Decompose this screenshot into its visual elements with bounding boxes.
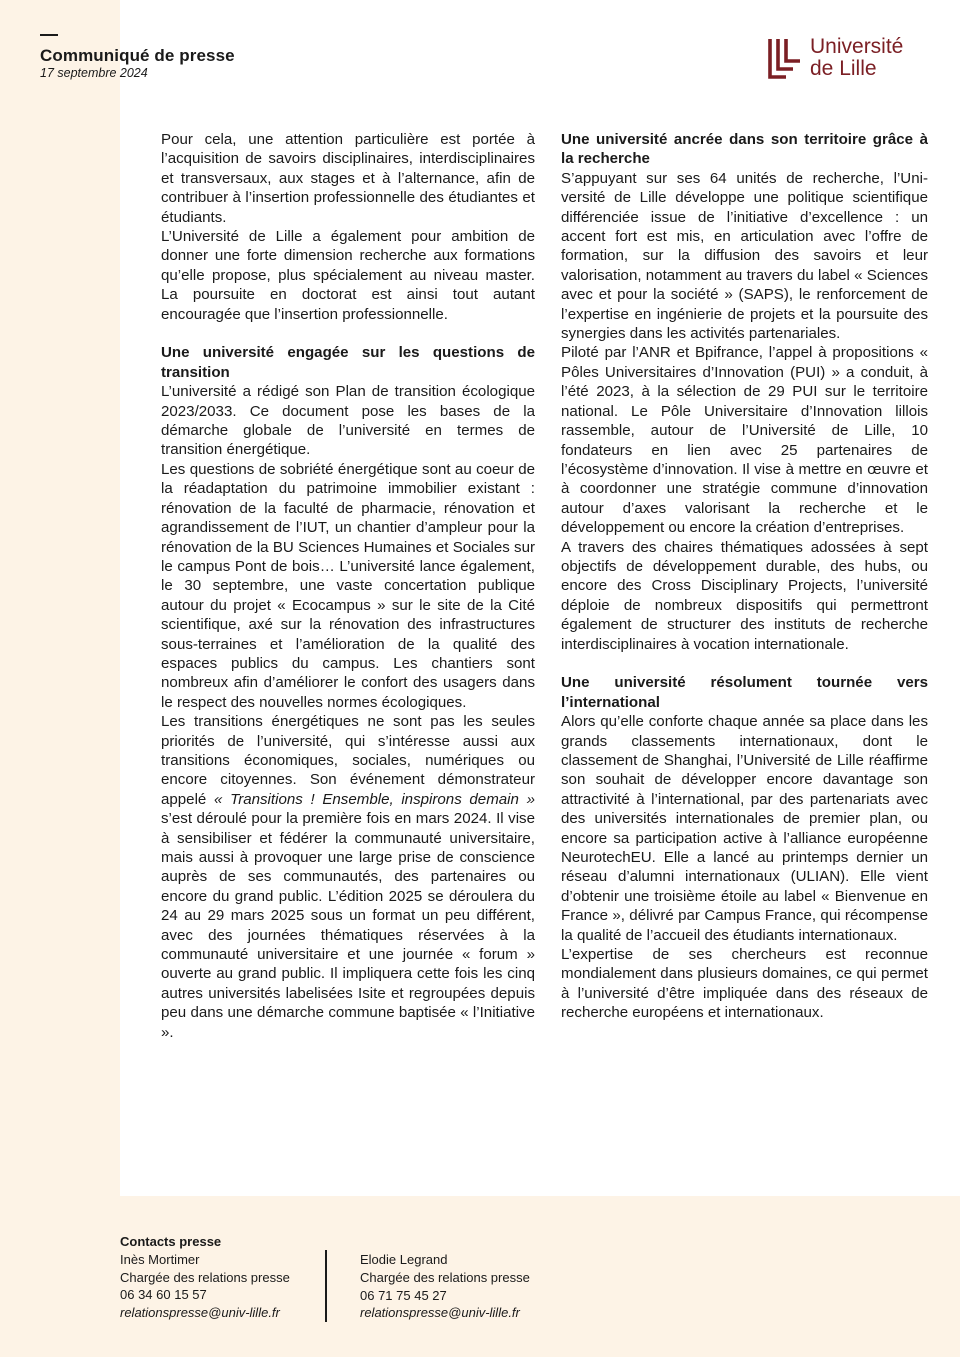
contact-name: Elodie Legrand bbox=[360, 1252, 448, 1267]
section-heading-research: Une université ancrée dans son territoire grâce à la recherche bbox=[561, 131, 928, 168]
paragraph: A travers des chaires thématiques adossées à sept objectifs de développement durable, des hubs, ou encore des Cross Disciplinary Projects, l’université déploie de nombreux dispositifs qui permettront également de structurer des instituts de recherche interdisciplinaires à vocation internationale. bbox=[561, 538, 928, 653]
section-heading-international: Une université résolument tournée vers l’international bbox=[561, 674, 928, 711]
document-type-title: Communiqué de presse bbox=[40, 46, 235, 65]
contact-phone: 06 34 60 15 57 bbox=[120, 1287, 207, 1303]
university-logo bbox=[766, 36, 903, 80]
left-column bbox=[161, 130, 535, 1042]
publication-date: 17 septembre 2024 bbox=[40, 66, 148, 80]
event-name: « Transitions ! Ensemble, inspirons demain » bbox=[214, 790, 535, 808]
paragraph: L’université a rédigé son Plan de transition écologique 2023/2033. Ce document pose les bases de la démarche globale de l’université en termes de transition énergétique. bbox=[161, 383, 535, 459]
paragraph: L’Université de Lille a également pour ambition de donner une forte dimension recherche aux formations qu’elle propose, plus spécialement au niveau master. La poursuite en doctorat est ainsi tout autant encouragée que l’insertion professionnelle. bbox=[161, 228, 535, 323]
university-logo-icon bbox=[766, 37, 802, 79]
header-dash bbox=[40, 34, 58, 36]
section-heading-transition: Une université engagée sur les questions de transition bbox=[161, 344, 535, 381]
paragraph: Pour cela, une attention particulière est portée à l’acquisition de savoirs disciplinaires, interdisciplinaires et transversaux, aux stages et à l’alternance, afin de contribuer à l’insertion professionnelle des étudiantes et étudiants. bbox=[161, 131, 535, 226]
contact-email-link[interactable]: relationspresse@univ-lille.fr bbox=[360, 1305, 520, 1321]
contacts-divider bbox=[325, 1250, 327, 1322]
right-column bbox=[561, 130, 928, 1023]
contact-phone: 06 71 75 45 27 bbox=[360, 1287, 447, 1303]
paragraph: S’appuyant sur ses 64 unités de recherche, l’Université de Lille développe une politique scientifique différenciée issue de l’initiative d’excellence : un accent fort est mis, en articulation avec l’offre de formation, sur la diffusion des savoirs et leur valorisation, notamment au travers du label « Sciences avec et pour la société » (SAPS), le renforcement de l’expertise en ingénierie de projets et la poursuite des synergies dans les activités partenariales. bbox=[561, 169, 928, 343]
contact-role: Chargée des relations presse bbox=[120, 1269, 290, 1285]
logo-text-line2: de Lille bbox=[810, 57, 877, 80]
press-contacts bbox=[120, 1233, 290, 1322]
paragraph-text: s’est déroulé pour la première fois en mars 2024. Il vise à sensibiliser et fédérer la communauté universitaire, mais aussi à provoquer une large prise de conscience auprès de ses communautés, des partenaires ou encore du grand public. L’édition 2025 se déroulera du 24 au 29 mars 2025 sous un format un peu différent, avec des journées thématiques réservées à la communauté universitaire et une journée « forum » ouverte au grand public. Il impliquera cette fois les cinq autres universités labelisées Isite et regroupées depuis peu dans une démarche commune baptisée « l’Initiative ». bbox=[161, 810, 535, 1041]
contact-email-link[interactable]: relationspresse@univ-lille.fr bbox=[120, 1305, 280, 1321]
paragraph: L’expertise de ses chercheurs est reconnue mondialement dans plusieurs domaines, ce qui permet à l’université d’être impliquée dans des réseaux de recherche européens et internationaux. bbox=[561, 946, 928, 1022]
paragraph bbox=[161, 712, 535, 1042]
contact-role: Chargée des relations presse bbox=[360, 1269, 530, 1285]
paragraph: Piloté par l’ANR et Bpifrance, l’appel à propositions « Pôles Universitaires d’Innovation (PUI) » a conduit, à l’été 2023, à la sélection de 29 PUI sur le territoire national. Le Pôle Universitaire d’Innovation lillois rassemble, autour de l’Université de Lille, 10 fondateurs en lien avec 25 partenaires de l’écosystème d’innovation. Il vise à mettre en œuvre et à coordonner une stratégie commune d’innovation autour d’axes valorisant la recherche et le développement ou encore la création d’entreprises. bbox=[561, 344, 928, 537]
paragraph-text: Les transitions énergétiques ne sont pas les seules priorités de l’université, qui s’intéresse aussi aux transitions économiques, sociales, numériques ou encore citoyennes. Son événement démonstrateur appelé bbox=[161, 713, 535, 808]
press-contact-b bbox=[360, 1251, 530, 1322]
logo-text-line1: Université bbox=[810, 35, 904, 58]
contacts-title: Contacts presse bbox=[120, 1234, 222, 1249]
contact-name: Inès Mortimer bbox=[120, 1251, 200, 1267]
paragraph: Les questions de sobriété énergétique sont au coeur de la réadaptation du patrimoine immobilier existant : rénovation de la faculté de pharmacie, rénovation et agrandissement de l’IUT, un chantier d’ampleur pour la rénovation de la BU Sciences Humaines et Sociales sur le campus Pont de bois… L’université lance également, le 30 septembre, une vaste concertation publique autour du projet « Ecocampus » sur le site de la Cité scientifique, axé sur la rénovation des infrastructures sous-terraines et l’amélioration de la qualité des espaces publics du campus. Les chantiers sont nombreux afin d’améliorer le confort des usagers dans le respect des nouvelles normes écologiques. bbox=[161, 460, 535, 711]
paragraph: Alors qu’elle conforte chaque année sa place dans les grands classements internationaux, dont le classement de Shanghai, l’Université de Lille réaffirme son souhait de développer encore davantage son attractivité à l’international, par des partenariats avec des universités internationales de premier plan, ou encore sa participation active à l’alliance européenne NeurotechEU. Elle a lancé au printemps dernier un réseau d’alumni internationaux (ULIAN). Elle vient d’obtenir une troisième étoile au label « Bienvenue en France », délivré par Campus France, qui récompense la qualité de l’accueil des étudiants internationaux. bbox=[561, 713, 928, 944]
